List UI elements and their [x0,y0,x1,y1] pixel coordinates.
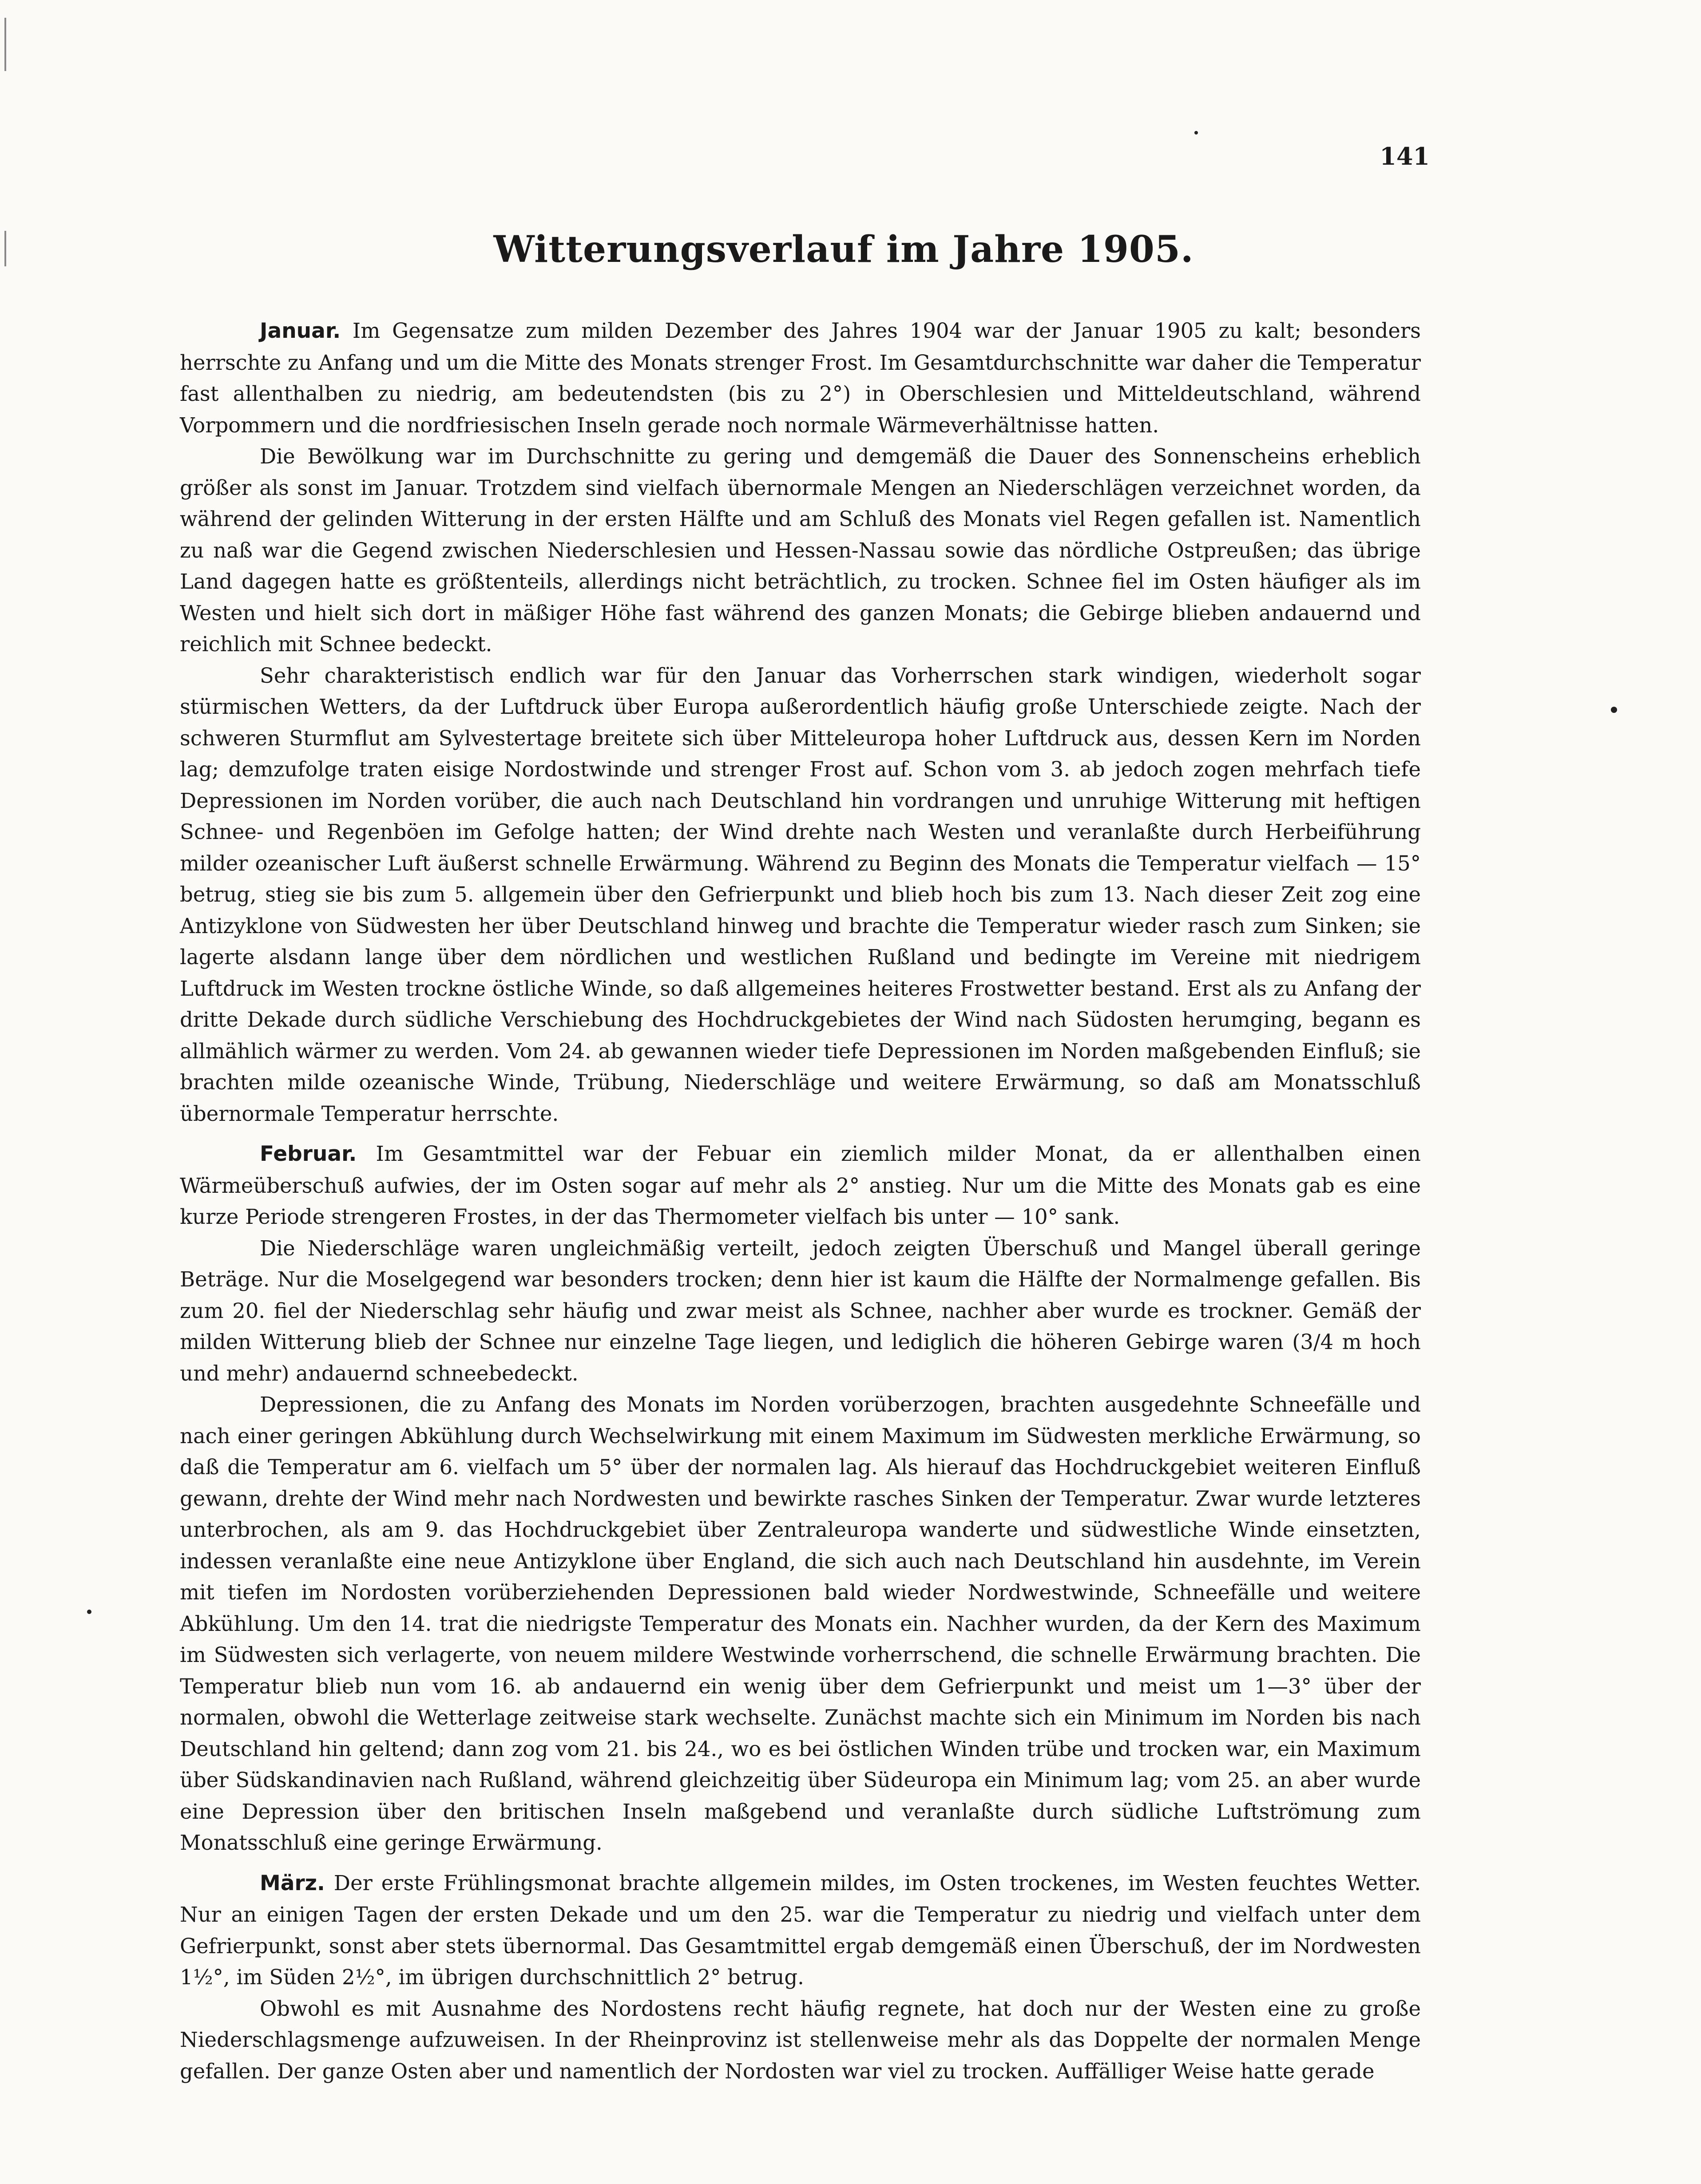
paragraph-text: Im Gesamtmittel war der Febuar ein ziemlich milder Monat, da er allenthalben einen Wärmeüberschuß aufwies, der im Osten sogar auf mehr als 2° anstieg. Nur um die Mitte des Monats gab es eine kurze Periode strengeren Frostes, in der das Thermometer vielfach bis unter — 10° sank. [180,1142,1421,1229]
scan-speck [1611,707,1617,713]
article-body [180,315,1421,2087]
paragraph-text: Im Gegensatze zum milden Dezember des Jahres 1904 war der Januar 1905 zu kalt; besonders herrschte zu Anfang und um die Mitte des Monats strenger Frost. Im Gesamtdurchschnitte war daher die Temperatur fast allenthalben zu niedrig, am bedeutendsten (bis zu 2°) in Oberschlesien und Mitteldeutschland, während Vorpommern und die nordfriesischen Inseln gerade noch normale Wärmeverhältnisse hatten. [180,319,1421,437]
scan-edge-mark [4,18,6,71]
paragraph-februar-3: Depressionen, die zu Anfang des Monats im Norden vorüberzogen, brachten ausgedehnte Schneefälle und nach einer geringen Abkühlung durch Wechselwirkung mit einem Maximum im Südwesten merkliche Erwärmung, so daß die Temperatur am 6. vielfach um 5° über der normalen lag. Als hierauf das Hochdruckgebiet weiteren Einfluß gewann, drehte der Wind mehr nach Nordwesten und bewirkte rasches Sinken der Temperatur. Zwar wurde letzteres unterbrochen, als am 9. das Hochdruckgebiet über Zentraleuropa wanderte und südwestliche Winde einsetzten, indessen veranlaßte eine neue Antizyklone über England, die sich auch nach Deutschland hin ausdehnte, im Verein mit tiefen im Nordosten vorüberziehenden Depressionen bald wieder Nordwestwinde, Schneefälle und weitere Abkühlung. Um den 14. trat die niedrigste Temperatur des Monats ein. Nachher wurden, da der Kern des Maximum im Südwesten sich verlagerte, von neuem mildere Westwinde vorherrschend, die schnelle Erwärmung brachten. Die Temperatur blieb nun vom 16. ab andauernd ein wenig über dem Gefrierpunkt und meist um 1—3° über der normalen, obwohl die Wetterlage zeitweise stark wechselte. Zunächst machte sich ein Minimum im Norden bis nach Deutschland hin geltend; dann zog vom 21. bis 24., wo es bei östlichen Winden trübe und trocken war, ein Maximum über Südskandinavien nach Rußland, während gleichzeitig über Südeuropa ein Minimum lag; vom 25. an aber wurde eine Depression über den britischen Inseln maßgebend und veranlaßte durch südliche Luftströmung zum Monatsschluß eine geringe Erwärmung. [180,1393,1421,1855]
scan-speck [87,1610,91,1614]
scan-speck [1194,131,1198,135]
page-title: Witterungsverlauf im Jahre 1905. [493,228,1194,271]
paragraph-februar-2: Die Niederschläge waren ungleichmäßig verteilt, jedoch zeigten Überschuß und Mangel überall geringe Beträge. Nur die Moselgegend war besonders trocken; denn hier ist kaum die Hälfte der Normalmenge gefallen. Bis zum 20. fiel der Niederschlag sehr häufig und zwar meist als Schnee, nachher aber wurde es trockner. Gemäß der milden Witterung blieb der Schnee nur einzelne Tage liegen, und lediglich die höheren Gebirge waren (3/4 m hoch und mehr) andauernd schneebedeckt. [180,1236,1421,1385]
paragraph-januar-2: Die Bewölkung war im Durchschnitte zu gering und demgemäß die Dauer des Sonnenscheins erheblich größer als sonst im Januar. Trotzdem sind vielfach übernormale Mengen an Niederschlägen verzeichnet worden, da während der gelinden Witterung in der ersten Hälfte und am Schluß des Monats viel Regen gefallen ist. Namentlich zu naß war die Gegend zwischen Niederschlesien und Hessen-Nassau sowie das nördliche Ostpreußen; das übrige Land dagegen hatte es größtenteils, allerdings nicht beträchtlich, zu trocken. Schnee fiel im Osten häufiger als im Westen und hielt sich dort in mäßiger Höhe fast während des ganzen Monats; die Gebirge blieben andauernd und reichlich mit Schnee bedeckt. [180,444,1421,656]
paragraph-februar-1 [180,1138,1421,1233]
scan-edge-mark [4,231,6,266]
page-number: 141 [1380,142,1430,170]
month-heading-januar: Januar. [260,319,341,343]
paragraph-text: Der erste Frühlingsmonat brachte allgemein mildes, im Osten trockenes, im Westen feuchtes Wetter. Nur an einigen Tagen der ersten Dekade und um den 25. war die Temperatur zu niedrig und vielfach unter dem Gefrierpunkt, sonst aber stets übernormal. Das Gesamtmittel ergab demgemäß einen Überschuß, der im Nordwesten 1½°, im Süden 2½°, im übrigen durchschnittlich 2° betrug. [180,1871,1421,1989]
paragraph-maerz-1 [180,1867,1421,1993]
paragraph-maerz-2: Obwohl es mit Ausnahme des Nordostens recht häufig regnete, hat doch nur der Westen eine zu große Niederschlagsmenge aufzuweisen. In der Rheinprovinz ist stellenweise mehr als das Doppelte der normalen Menge gefallen. Der ganze Osten aber und namentlich der Nordosten war viel zu trocken. Auffälliger Weise hatte gerade [180,1996,1421,2083]
month-heading-februar: Februar. [260,1142,357,1166]
paragraph-januar-1 [180,315,1421,441]
paragraph-januar-3: Sehr charakteristisch endlich war für den Januar das Vorherrschen stark windigen, wiederholt sogar stürmischen Wetters, da der Luftdruck über Europa außerordentlich häufig große Unterschiede zeigte. Nach der schweren Sturmflut am Sylvestertage breitete sich über Mitteleuropa hoher Luftdruck aus, dessen Kern im Norden lag; demzufolge traten eisige Nordostwinde und strenger Frost auf. Schon vom 3. ab jedoch zogen mehrfach tiefe Depressionen im Norden vorüber, die auch nach Deutschland hin vordrangen und unruhige Witterung mit heftigen Schnee- und Regenböen im Gefolge hatten; der Wind drehte nach Westen und veranlaßte durch Herbeiführung milder ozeanischer Luft äußerst schnelle Erwärmung. Während zu Beginn des Monats die Temperatur vielfach — 15° betrug, stieg sie bis zum 5. allgemein über den Gefrierpunkt und blieb hoch bis zum 13. Nach dieser Zeit zog eine Antizyklone von Südwesten her über Deutschland hinweg und brachte die Temperatur wieder rasch zum Sinken; sie lagerte alsdann lange über dem nördlichen und westlichen Rußland und bedingte im Vereine mit niedrigem Luftdruck im Westen trockne östliche Winde, so daß allgemeines heiteres Frostwetter bestand. Erst als zu Anfang der dritte Dekade durch südliche Verschiebung des Hochdruckgebietes der Wind nach Südosten herumging, begann es allmählich wärmer zu werden. Vom 24. ab gewannen wieder tiefe Depressionen im Norden maßgebenden Einfluß; sie brachten milde ozeanische Winde, Trübung, Niederschläge und weitere Erwärmung, so daß am Monatsschluß übernormale Temperatur herrschte. [180,663,1421,1126]
month-heading-maerz: März. [260,1871,325,1895]
